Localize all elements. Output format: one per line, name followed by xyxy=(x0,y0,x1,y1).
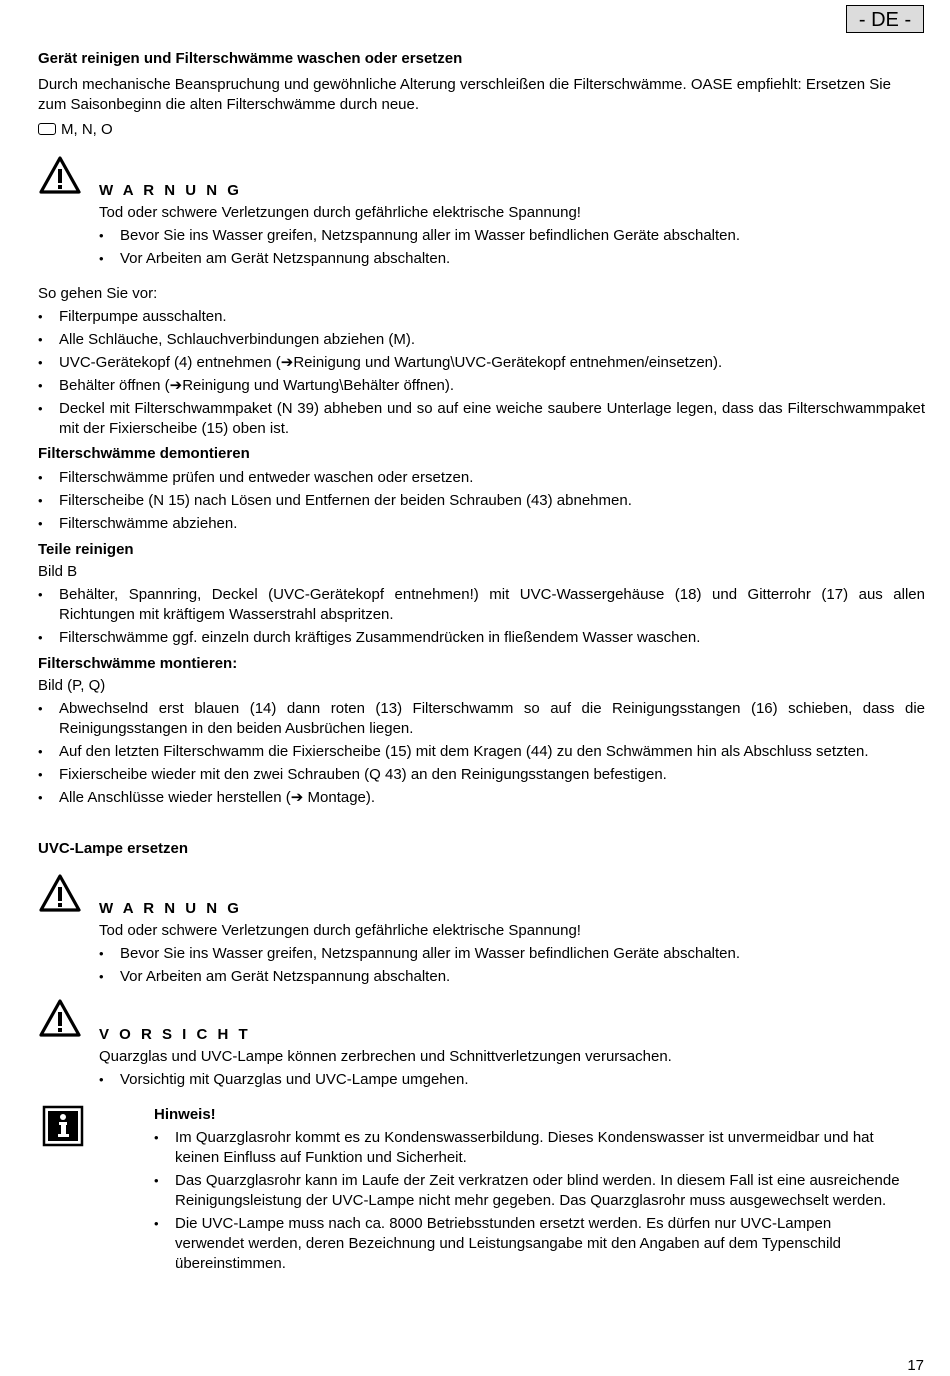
list-item: • Filterpumpe ausschalten. xyxy=(59,307,925,327)
dismantle-list xyxy=(59,468,925,534)
caution-text: Quarzglas und UVC-Lampe können zerbrechen und Schnittverletzungen verursachen. xyxy=(99,1048,672,1065)
dismantle-title: Filterschwämme demontieren xyxy=(38,445,250,462)
mount-title: Filterschwämme montieren: xyxy=(38,655,238,672)
list-item: • Die UVC-Lampe muss nach ca. 8000 Betriebsstunden ersetzt werden. Es dürfen nur UVC-Lampen verwendet werden, deren Bezeichnung und Leistungsangabe mit den Angaben auf dem Typenschild übereinstimmen. xyxy=(175,1214,900,1274)
figure-reference-text: M, N, O xyxy=(61,121,113,138)
list-item: • Vor Arbeiten am Gerät Netzspannung abschalten. xyxy=(120,249,910,269)
list-item: • Abwechselnd erst blauen (14) dann roten (13) Filterschwamm so auf die Reinigungsstangen (16) schieben, dass die Reinigungsstangen in den beiden Ausbrüchen liegen. xyxy=(59,699,925,739)
procedure-list xyxy=(59,307,925,439)
language-tag: - DE - xyxy=(846,5,924,33)
warning-label: W A R N U N G xyxy=(99,182,242,199)
warning-list xyxy=(120,944,910,987)
note-list xyxy=(175,1128,900,1274)
list-item: • UVC-Gerätekopf (4) entnehmen (➔Reinigung und Wartung\UVC-Gerätekopf entnehmen/einsetzen). xyxy=(59,353,925,373)
list-item: • Deckel mit Filterschwammpaket (N 39) abheben und so auf eine weiche saubere Unterlage legen, dass das Filterschwammpaket mit der Fixierscheibe (15) oben ist. xyxy=(59,399,925,439)
mount-figure: Bild (P, Q) xyxy=(38,677,106,694)
list-item: • Bevor Sie ins Wasser greifen, Netzspannung aller im Wasser befindlichen Geräte abschalten. xyxy=(120,944,910,964)
warning-triangle-icon xyxy=(38,873,82,913)
list-item: • Behälter öffnen (➔Reinigung und Wartung\Behälter öffnen). xyxy=(59,376,925,396)
warning-text: Tod oder schwere Verletzungen durch gefährliche elektrische Spannung! xyxy=(99,922,581,939)
list-item: • Behälter, Spannring, Deckel (UVC-Gerätekopf entnehmen!) mit UVC-Wassergehäuse (18) und Gitterrohr (17) aus allen Richtungen mit kräftigem Wasserstrahl abspritzen. xyxy=(59,585,925,625)
clean-list xyxy=(59,585,925,648)
procedure-intro: So gehen Sie vor: xyxy=(38,285,158,302)
list-item: • Filterschwämme prüfen und entweder waschen oder ersetzen. xyxy=(59,468,925,488)
page-number: 17 xyxy=(907,1357,924,1374)
warning-text: Tod oder schwere Verletzungen durch gefährliche elektrische Spannung! xyxy=(99,204,581,221)
list-item: • Filterschwämme abziehen. xyxy=(59,514,925,534)
warning-list xyxy=(120,226,910,269)
section-intro: Durch mechanische Beanspruchung und gewöhnliche Alterung verschleißen die Filterschwämme. OASE empfiehlt: Ersetzen Sie zum Saisonbeginn die alten Filterschwämme durch neue. xyxy=(38,76,891,113)
warning-label: W A R N U N G xyxy=(99,900,242,917)
list-item: • Das Quarzglasrohr kann im Laufe der Zeit verkratzen oder blind werden. In diesem Fall ist eine ausreichende Reinigungsleistung der UVC-Lampe nicht mehr gegeben. Das Quarzglasrohr muss ausgewechselt werden. xyxy=(175,1171,900,1211)
clean-title: Teile reinigen xyxy=(38,541,134,558)
list-item: • Im Quarzglasrohr kommt es zu Kondenswasserbildung. Dieses Kondenswasser ist unvermeidbar und hat keinen Einfluss auf Funktion und Sicherheit. xyxy=(175,1128,900,1168)
note-title: Hinweis! xyxy=(154,1106,216,1123)
list-item: • Vor Arbeiten am Gerät Netzspannung abschalten. xyxy=(120,967,910,987)
caution-label: V O R S I C H T xyxy=(99,1026,251,1043)
list-item: • Alle Schläuche, Schlauchverbindungen abziehen (M). xyxy=(59,330,925,350)
uvc-title: UVC-Lampe ersetzen xyxy=(38,840,189,857)
list-item: • Filterscheibe (N 15) nach Lösen und Entfernen der beiden Schrauben (43) abnehmen. xyxy=(59,491,925,511)
mount-list xyxy=(59,699,925,808)
list-item: • Filterschwämme ggf. einzeln durch kräftiges Zusammendrücken in fließendem Wasser waschen. xyxy=(59,628,925,648)
section-title: Gerät reinigen und Filterschwämme waschen oder ersetzen xyxy=(38,50,463,67)
book-icon xyxy=(38,123,56,135)
list-item: • Vorsichtig mit Quarzglas und UVC-Lampe umgehen. xyxy=(120,1070,910,1090)
clean-figure: Bild B xyxy=(38,563,78,580)
list-item: • Auf den letzten Filterschwamm die Fixierscheibe (15) mit dem Kragen (44) zu den Schwämmen hin als Abschluss setzten. xyxy=(59,742,925,762)
figure-reference xyxy=(38,120,113,140)
warning-triangle-icon xyxy=(38,155,82,195)
list-item: • Alle Anschlüsse wieder herstellen (➔ Montage). xyxy=(59,788,925,808)
caution-list xyxy=(120,1070,910,1090)
list-item: • Bevor Sie ins Wasser greifen, Netzspannung aller im Wasser befindlichen Geräte abschalten. xyxy=(120,226,910,246)
info-icon xyxy=(42,1105,84,1147)
warning-triangle-icon xyxy=(38,998,82,1038)
list-item: • Fixierscheibe wieder mit den zwei Schrauben (Q 43) an den Reinigungsstangen befestigen. xyxy=(59,765,925,785)
